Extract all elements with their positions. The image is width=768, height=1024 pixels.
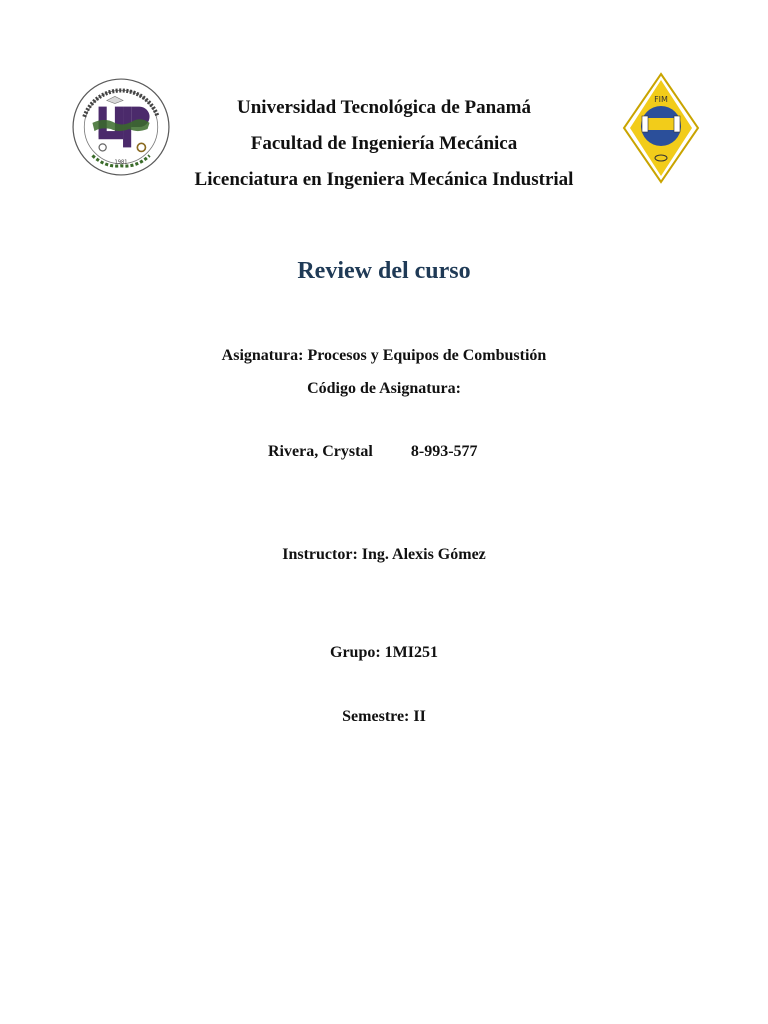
document-title: Review del curso xyxy=(297,258,471,284)
svg-text:FIM: FIM xyxy=(654,95,668,104)
student-name: Rivera, Crystal xyxy=(268,443,373,460)
instructor: Instructor: Ing. Alexis Gómez xyxy=(282,546,486,563)
student-id: 8-993-577 xyxy=(410,443,478,460)
header-block xyxy=(150,90,618,198)
svg-text:1981: 1981 xyxy=(114,159,128,166)
course-subject: Asignatura: Procesos y Equipos de Combustión xyxy=(221,347,547,364)
degree-name: Licenciatura en Ingeniera Mecánica Industrial xyxy=(194,169,574,190)
fim-faculty-logo-icon xyxy=(622,72,700,184)
group: Grupo: 1MI251 xyxy=(330,644,438,661)
course-code: Código de Asignatura: xyxy=(307,380,461,397)
faculty-name: Facultad de Ingeniería Mecánica xyxy=(250,133,518,154)
university-name: Universidad Tecnológica de Panamá xyxy=(237,97,531,118)
student-line xyxy=(268,443,478,461)
semester: Semestre: II xyxy=(342,708,426,725)
